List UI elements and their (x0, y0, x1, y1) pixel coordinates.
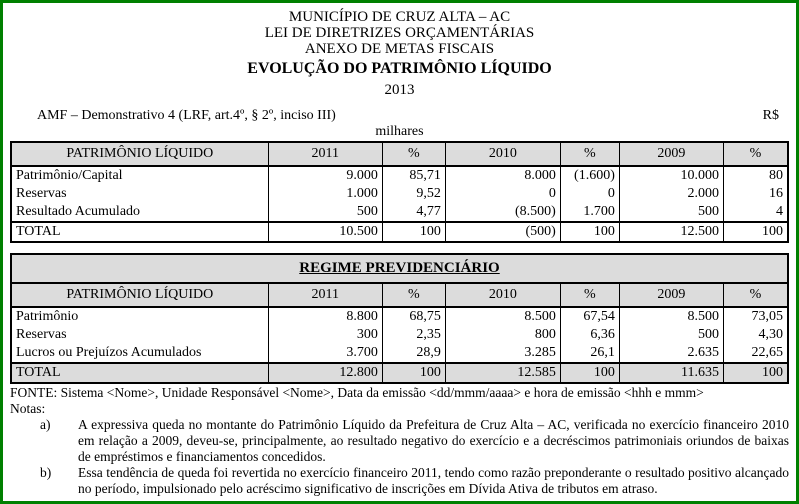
patrimonio-liquido-table (10, 141, 789, 243)
cell-value: 28,9 (382, 344, 445, 363)
row-label: Reservas (11, 326, 268, 344)
document-footer (10, 385, 789, 497)
cell-value: (1.600) (560, 166, 619, 185)
cell-value: 100 (560, 363, 619, 383)
table-row (11, 203, 788, 222)
column-header: % (560, 283, 619, 307)
annex-line: ANEXO DE METAS FISCAIS (304, 41, 495, 57)
cell-value: 100 (560, 222, 619, 242)
cell-value: 12.585 (445, 363, 560, 383)
cell-value: 16 (723, 185, 788, 203)
year-line: 2013 (384, 82, 415, 98)
table-row (11, 307, 788, 326)
column-header: 2011 (268, 142, 382, 166)
column-header: 2010 (445, 142, 560, 166)
cell-value: 500 (619, 326, 723, 344)
table-row (11, 166, 788, 185)
municipality-line: MUNICÍPIO DE CRUZ ALTA – AC (288, 9, 511, 25)
cell-value: 100 (382, 222, 445, 242)
column-header: 2009 (619, 283, 723, 307)
note-marker: b) (40, 465, 52, 480)
cell-value: 67,54 (560, 307, 619, 326)
cell-value: 0 (445, 185, 560, 203)
notas-label: Notas: (10, 401, 46, 416)
currency-label: R$ (762, 108, 779, 123)
cell-value: 11.635 (619, 363, 723, 383)
cell-value: 100 (382, 363, 445, 383)
cell-value: 68,75 (382, 307, 445, 326)
fonte-line: FONTE: Sistema <Nome>, Unidade Responsável <Nome>, Data da emissão <dd/mmm/aaaa> e hora de emissão <hhh e mmm> (10, 385, 704, 400)
cell-value: 4,77 (382, 203, 445, 222)
cell-value: 9,52 (382, 185, 445, 203)
cell-value: 9.000 (268, 166, 382, 185)
document-header (10, 9, 789, 98)
cell-value: (500) (445, 222, 560, 242)
cell-value: 8.800 (268, 307, 382, 326)
cell-value: 8.500 (619, 307, 723, 326)
cell-value: 12.500 (619, 222, 723, 242)
table-row (11, 185, 788, 203)
cell-value: 0 (560, 185, 619, 203)
table2-header-row (11, 283, 788, 307)
column-header: % (723, 283, 788, 307)
note-b (40, 465, 789, 497)
note-text: A expressiva queda no montante do Patrimônio Líquido da Prefeitura de Cruz Alta – AC, verificada no exercício financeiro 2010 em relação a 2009, deveu-se, principalmente, ao resultado negativo do exercício e a decréscimos patrimoniais oriundos de baixas de empréstimos e financiamentos concedidos. (78, 417, 789, 464)
total-row (11, 222, 788, 242)
cell-value: 100 (723, 363, 788, 383)
note-a (40, 417, 789, 465)
row-label: Resultado Acumulado (11, 203, 268, 222)
column-header: 2010 (445, 283, 560, 307)
regime-previdenciario-table (10, 253, 789, 384)
cell-value: 3.700 (268, 344, 382, 363)
cell-value: 300 (268, 326, 382, 344)
total-label: TOTAL (11, 222, 268, 242)
cell-value: 10.500 (268, 222, 382, 242)
cell-value: 2,35 (382, 326, 445, 344)
note-text: Essa tendência de queda foi revertida no exercício financeiro 2011, tendo como razão preponderante o resultado positivo alcançado no período, impulsionado pelo acréscimo significativo de inscrições em Dívida Ativa de tributos em atraso. (78, 465, 789, 496)
note-marker: a) (40, 417, 51, 432)
cell-value: 500 (619, 203, 723, 222)
cell-value: (8.500) (445, 203, 560, 222)
column-header: % (723, 142, 788, 166)
cell-value: 6,36 (560, 326, 619, 344)
cell-value: 8.000 (445, 166, 560, 185)
law-line: LEI DE DIRETRIZES ORÇAMENTÁRIAS (264, 25, 535, 41)
page-title: EVOLUÇÃO DO PATRIMÔNIO LÍQUIDO (247, 60, 552, 77)
total-label: TOTAL (11, 363, 268, 383)
unit-label: milhares (375, 124, 424, 139)
column-header: 2011 (268, 283, 382, 307)
row-label: Patrimônio/Capital (11, 166, 268, 185)
table1-header-row (11, 142, 788, 166)
demonstrativo-label: AMF – Demonstrativo 4 (LRF, art.4º, § 2º, inciso III) (37, 108, 336, 123)
regime-previdenciario-title: REGIME PREVIDENCIÁRIO (11, 254, 788, 283)
column-header: PATRIMÔNIO LÍQUIDO (11, 283, 268, 307)
cell-value: 22,65 (723, 344, 788, 363)
total-row (11, 363, 788, 383)
cell-value: 4,30 (723, 326, 788, 344)
column-header: % (560, 142, 619, 166)
cell-value: 4 (723, 203, 788, 222)
cell-value: 1.700 (560, 203, 619, 222)
cell-value: 26,1 (560, 344, 619, 363)
meta-row (10, 108, 789, 124)
cell-value: 80 (723, 166, 788, 185)
cell-value: 8.500 (445, 307, 560, 326)
column-header: % (382, 142, 445, 166)
cell-value: 500 (268, 203, 382, 222)
cell-value: 73,05 (723, 307, 788, 326)
cell-value: 10.000 (619, 166, 723, 185)
cell-value: 12.800 (268, 363, 382, 383)
row-label: Reservas (11, 185, 268, 203)
table-gap (10, 243, 789, 253)
table-row (11, 326, 788, 344)
table2-banner-row (11, 254, 788, 283)
column-header: % (382, 283, 445, 307)
cell-value: 85,71 (382, 166, 445, 185)
row-label: Patrimônio (11, 307, 268, 326)
table-row (11, 344, 788, 363)
column-header: 2009 (619, 142, 723, 166)
column-header: PATRIMÔNIO LÍQUIDO (11, 142, 268, 166)
cell-value: 1.000 (268, 185, 382, 203)
cell-value: 3.285 (445, 344, 560, 363)
cell-value: 2.000 (619, 185, 723, 203)
cell-value: 800 (445, 326, 560, 344)
cell-value: 100 (723, 222, 788, 242)
cell-value: 2.635 (619, 344, 723, 363)
row-label: Lucros ou Prejuízos Acumulados (11, 344, 268, 363)
